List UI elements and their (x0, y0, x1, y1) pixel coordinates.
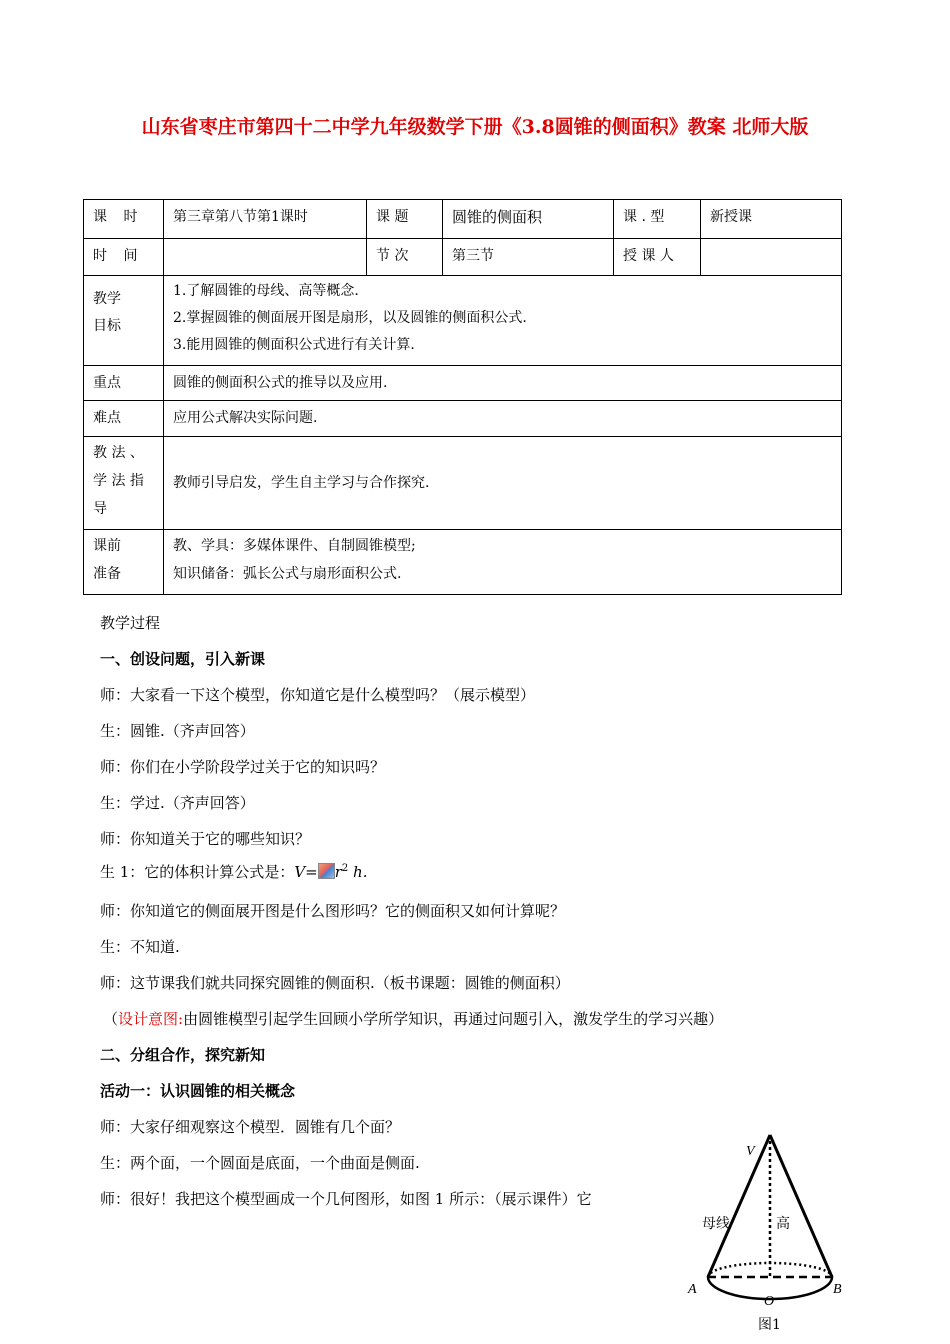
topic-value: 圆锥的侧面积 (443, 200, 614, 239)
table-row (84, 401, 842, 437)
figure-caption: 图1 (758, 1317, 781, 1333)
formula-prefix: 生 1：它的体积计算公式是： (100, 863, 295, 881)
difficulty-value: 应用公式解决实际问题. (164, 401, 842, 437)
design-intent-label: 设计意图: (118, 1010, 184, 1028)
method-value: 教师引导启发，学生自主学习与合作探究. (164, 437, 842, 530)
prep-label-line: 准备 (93, 566, 121, 582)
design-intent-line (103, 1008, 723, 1029)
prep-label (84, 530, 164, 595)
method-label-line: 导 (93, 501, 107, 517)
goal-label-line: 目标 (93, 318, 121, 334)
slant-label: 母线 (702, 1216, 730, 1232)
formula-r: r (334, 863, 342, 881)
height-label: 高 (776, 1216, 790, 1232)
goal-item: 3.能用圆锥的侧面积公式进行有关计算. (173, 337, 415, 353)
table-row (84, 366, 842, 401)
document-title: 山东省枣庄市第四十二中学九年级数学下册《3.8圆锥的侧面积》教案 北师大版 (141, 116, 809, 138)
table-row (84, 437, 842, 530)
time-label: 时 间 (84, 239, 164, 276)
goal-item: 1.了解圆锥的母线、高等概念. (173, 283, 359, 299)
lesson-info-table (83, 199, 842, 595)
lesson-hour-value: 第三章第八节第1课时 (164, 200, 367, 239)
dialog-line: 师：大家仔细观察这个模型．圆锥有几个面？ (100, 1118, 401, 1136)
table-row (84, 530, 842, 595)
difficulty-label: 难点 (84, 401, 164, 437)
formula-exponent: 2 (341, 863, 349, 874)
dialog-line: 师：你们在小学阶段学过关于它的知识吗？ (100, 758, 386, 776)
lesson-type-label: 课 . 型 (614, 200, 701, 239)
broken-image-icon (318, 863, 335, 879)
goal-label (84, 276, 164, 366)
topic-label: 课 题 (367, 200, 443, 239)
formula-h: h. (348, 863, 368, 881)
teacher-label: 授 课 人 (614, 239, 701, 276)
goal-value (164, 276, 842, 366)
teacher-value (701, 239, 842, 276)
method-label-line: 学 法 指 (93, 473, 144, 489)
design-intent-text: 由圆锥模型引起学生回顾小学所学知识，再通过问题引入，激发学生的学习兴趣） (183, 1010, 724, 1028)
method-label-line: 教 法 、 (93, 445, 144, 461)
paren-open: （ (103, 1010, 119, 1028)
key-point-value: 圆锥的侧面积公式的推导以及应用. (164, 366, 842, 401)
section-heading: 二、分组合作，探究新知 (100, 1046, 266, 1064)
process-heading: 教学过程 (100, 614, 161, 632)
time-value (164, 239, 367, 276)
dialog-line: 生：圆锥.（齐声回答） (100, 722, 255, 740)
goal-label-line: 教学 (93, 291, 121, 307)
dialog-line: 师：这节课我们就共同探究圆锥的侧面积.（板书课题：圆锥的侧面积） (100, 974, 570, 992)
activity-heading: 活动一：认识圆锥的相关概念 (100, 1082, 296, 1100)
dialog-line: 生：不知道. (100, 938, 180, 956)
prep-value (164, 530, 842, 595)
goal-item: 2.掌握圆锥的侧面展开图是扇形，以及圆锥的侧面积公式. (173, 310, 527, 326)
method-label (84, 437, 164, 530)
dialog-line: 师：你知道它的侧面展开图是什么图形吗？它的侧面积又如何计算呢？ (100, 902, 566, 920)
table-row (84, 239, 842, 276)
lesson-hour-label: 课 时 (84, 200, 164, 239)
prep-label-line: 课前 (93, 538, 121, 554)
section-value: 第三节 (443, 239, 614, 276)
prep-item: 教、学具：多媒体课件、自制圆锥模型; (173, 538, 416, 554)
dialog-line-formula (100, 861, 367, 882)
dialog-line: 师：你知道关于它的哪些知识？ (100, 830, 311, 848)
lesson-type-value: 新授课 (701, 200, 842, 239)
formula-v: V= (294, 863, 318, 881)
slant-line-left (708, 1135, 770, 1277)
point-b-label: B (833, 1282, 842, 1297)
cone-figure (680, 1125, 850, 1340)
table-row (84, 276, 842, 366)
section-label: 节 次 (367, 239, 443, 276)
dialog-line: 师：很好！我把这个模型画成一个几何图形，如图 1 所示：（展示课件）它 (100, 1190, 592, 1208)
dialog-line: 生：学过.（齐声回答） (100, 794, 255, 812)
slant-line-right (770, 1135, 832, 1277)
dialog-line: 生：两个面，一个圆面是底面，一个曲面是侧面. (100, 1154, 420, 1172)
point-a-label: A (688, 1282, 697, 1297)
section-heading: 一、创设问题，引入新课 (100, 650, 266, 668)
table-row (84, 200, 842, 239)
apex-label: V (746, 1144, 755, 1159)
prep-item: 知识储备：弧长公式与扇形面积公式. (173, 566, 402, 582)
key-point-label: 重点 (84, 366, 164, 401)
dialog-line: 师：大家看一下这个模型，你知道它是什么模型吗？（展示模型） (100, 686, 536, 704)
point-o-label: O (764, 1294, 775, 1309)
